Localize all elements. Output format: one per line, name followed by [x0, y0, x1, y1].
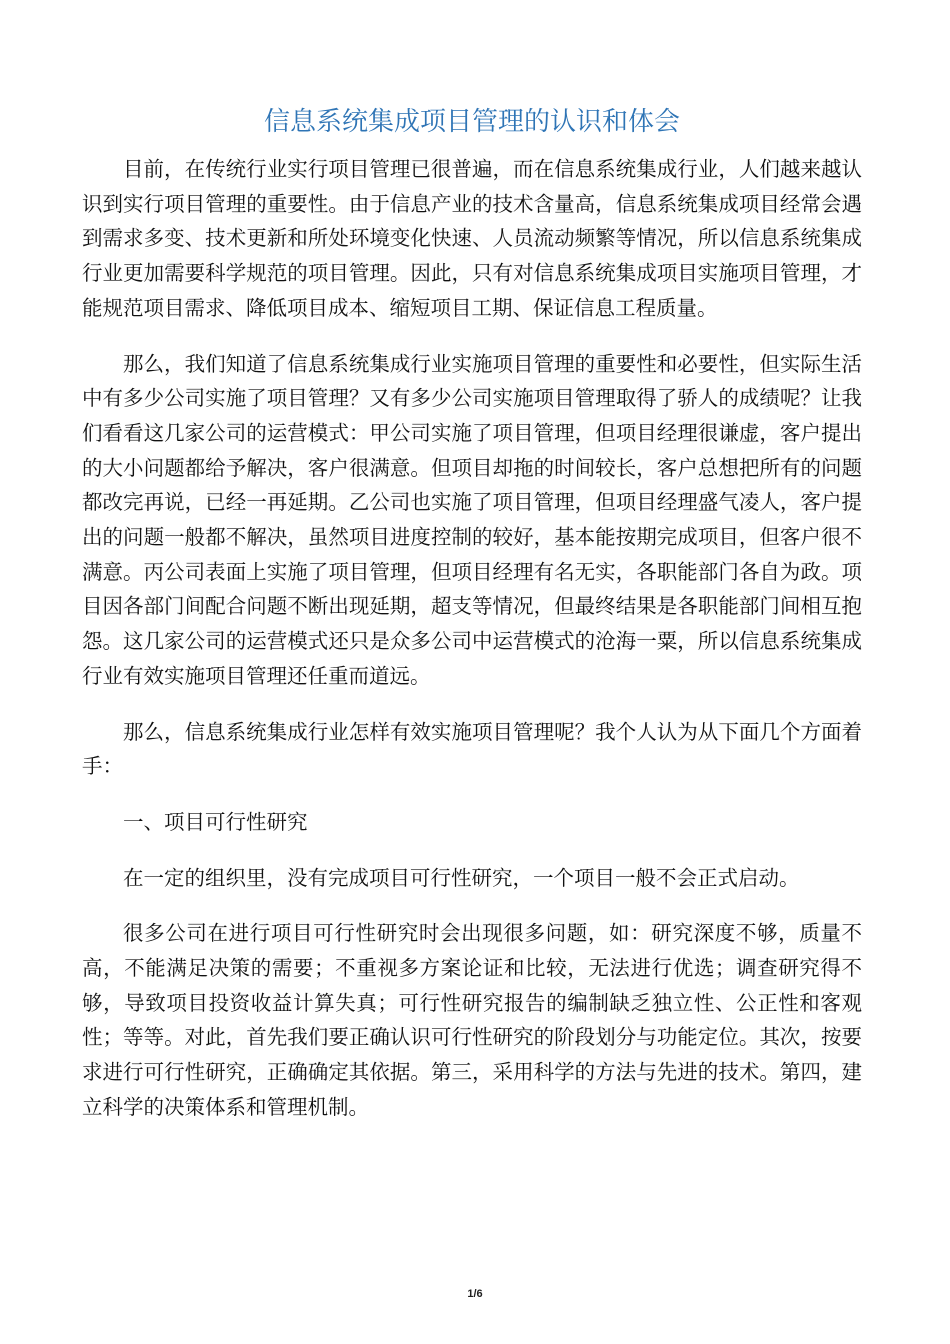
page-number: 1/6: [467, 1288, 483, 1300]
paragraph-company-cases: 那么，我们知道了信息系统集成行业实施项目管理的重要性和必要性，但实际生活中有多少公司实施了项目管理？又有多少公司实施项目管理取得了骄人的成绩呢？让我们看看这几家公司的运营模式：甲公司实施了项目管理，但项目经理很谦虚，客户提出的大小问题都给予解决，客户很满意。但项目却拖的时间较长，客户总想把所有的问题都改完再说，已经一再延期。乙公司也实施了项目管理，但项目经理盛气凌人，客户提出的问题一般都不解决，虽然项目进度控制的较好，基本能按期完成项目，但客户很不满意。丙公司表面上实施了项目管理，但项目经理有名无实，各职能部门各自为政。项目因各部门间配合问题不断出现延期，超支等情况，但最终结果是各职能部门间相互抱怨。这几家公司的运营模式还只是众多公司中运营模式的沧海一粟，所以信息系统集成行业有效实施项目管理还任重而道远。: [82, 351, 862, 688]
paragraph-feasibility-problems: 很多公司在进行项目可行性研究时会出现很多问题，如：研究深度不够，质量不高，不能满足决策的需要；不重视多方案论证和比较，无法进行优选；调查研究得不够，导致项目投资收益计算失真；可行性研究报告的编制缺乏独立性、公正性和客观性；等等。对此，首先我们要正确认识可行性研究的阶段划分与功能定位。其次，按要求进行可行性研究，正确确定其依据。第三，采用科学的方法与先进的技术。第四，建立科学的决策体系和管理机制。: [82, 921, 862, 1119]
document-title: 信息系统集成项目管理的认识和体会: [263, 107, 680, 137]
paragraph-feasibility-start: 在一定的组织里，没有完成项目可行性研究，一个项目一般不会正式启动。: [123, 865, 800, 890]
section-heading-feasibility: 一、项目可行性研究: [123, 809, 308, 834]
paragraph-how-to: 那么，信息系统集成行业怎样有效实施项目管理呢？我个人认为从下面几个方面着手：: [82, 719, 862, 779]
paragraph-intro: 目前，在传统行业实行项目管理已很普遍，而在信息系统集成行业，人们越来越认识到实行项目管理的重要性。由于信息产业的技术含量高，信息系统集成项目经常会遇到需求多变、技术更新和所处环境变化快速、人员流动频繁等情况，所以信息系统集成行业更加需要科学规范的项目管理。因此，只有对信息系统集成项目实施项目管理，才能规范项目需求、降低项目成本、缩短项目工期、保证信息工程质量。: [82, 157, 862, 320]
document-page: [82, 100, 862, 1146]
